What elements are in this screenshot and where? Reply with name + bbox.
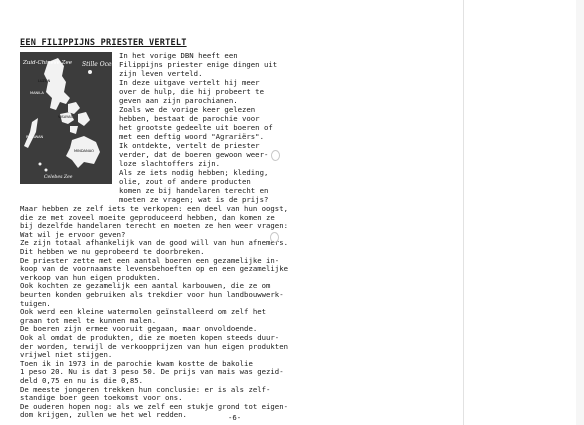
text-line: tuigen. (20, 298, 51, 308)
text-line: verkoop van hun eigen produkten. (20, 272, 161, 282)
map-label-ocean: Stille Oceaan (82, 61, 123, 68)
map-label-sea-bottom: Celebes Zee (44, 175, 73, 180)
text-line: Ook al omdat de produkten, die ze moeten kopen steeds duur- (20, 333, 280, 342)
philippines-map (20, 52, 123, 184)
text-line: Ook kochten ze gezamelijk een aantal karbouwen, die ze om (20, 281, 271, 291)
text-line: Toen ik in 1973 in de parochie kwam kostte de bakolie (20, 358, 253, 368)
text-line: Als ze iets nodig hebben; kleding, (119, 168, 269, 177)
text-line: Wat wil je ervoor geven? (20, 229, 126, 239)
text-line: het grootste gedeelte uit boeren of (119, 123, 273, 132)
text-line: deld 0,75 en nu is die 0,85. (20, 376, 144, 385)
text-line: Maar hebben ze zelf iets te verkopen: een deel van hun oogst, (20, 204, 288, 213)
text-line: Ook werd een kleine watermolen geïnstalleerd om zelf het (20, 307, 267, 317)
binder-hole-mark (271, 150, 280, 161)
text-line: Ik ontdekte, vertelt de priester (119, 141, 260, 150)
text-line: geven aan zijn parochianen. (119, 96, 238, 105)
text-line: der worden, terwijl de verkoopprijzen van hun eigen produkten (20, 341, 288, 351)
text-line: bij dezelfde handelaren terecht en moeten ze hen weer vragen: (20, 221, 288, 231)
text-line: die ze met zoveel moeite geproduceerd hebben, dan komen ze (20, 212, 275, 222)
map-label-manila: MANILA (30, 91, 44, 95)
page-number: -6- (228, 413, 242, 422)
article-title: EEN FILIPPIJNS PRIESTER VERTELT (20, 38, 187, 48)
text-line: olie, zout of andere producten (119, 177, 251, 186)
text-line: Filippijns priester enige dingen uit (119, 60, 278, 69)
map-label-visayas: VISAYAS (58, 115, 73, 119)
text-line: Ze zijn totaal afhankelijk van de good will van hun afnemers. (20, 238, 288, 248)
text-line: standige boer geen toekomst voor ons. (20, 393, 183, 403)
text-line: graan tot meel te kunnen malen. (20, 315, 157, 325)
page-fold-line (463, 0, 464, 425)
text-line: beurten konden gebruiken als trekdier voor hun landbouwwerk- (20, 290, 284, 299)
text-line: komen ze bij handelaren terecht en (119, 186, 269, 195)
text-line: In het vorige DBN heeft een (119, 51, 238, 60)
map-label-palawan: PALAWAN (26, 135, 44, 139)
text-line: over de hulp, die hij probeert te (119, 87, 264, 96)
text-line: Zoals we de vorige keer gelezen (119, 105, 256, 114)
text-line: 1 peso 20. Nu is dat 3 peso 50. De prijs van mais was gezid- (20, 367, 284, 377)
map-label-mindanao: MINDANAO (74, 149, 94, 153)
text-line: De boeren zijn ermee vooruit gegaan, maar onvoldoende. (20, 324, 258, 334)
text-line: koop van de voornaamste levensbehoeften op en een gezamelijke (20, 264, 288, 274)
text-line: moeten ze vragen; wat is de prijs? (119, 195, 269, 204)
text-line: vrijwel niet stijgen. (20, 350, 113, 360)
text-line: Dit hebben we nu geprobeerd te doorbreken. (20, 247, 205, 256)
text-line: verder, dat de boeren gewoon weer- (119, 150, 269, 159)
text-line: De priester zette met een aantal boeren een gezamelijke in- (20, 255, 280, 265)
text-line: hebben, bestaat de parochie voor (119, 114, 260, 123)
text-line: loze slachtoffers zijn. (119, 159, 221, 168)
text-line: De meeste jongeren trekken hun conclusie: er is als zelf- (20, 384, 271, 394)
binder-hole-mark (270, 232, 279, 243)
text-line: In deze uitgave vertelt hij meer (119, 78, 260, 87)
text-line: met een deftig woord "Agrariërs". (119, 132, 264, 141)
text-line: De ouderen hopen nog: als we zelf een stukje grond tot eigen- (20, 401, 288, 411)
text-line: zijn leven verteld. (119, 69, 203, 78)
map-label-luzon: LUZON (38, 79, 51, 83)
map-label-sea-left: Zuid-Chinese Zee (23, 60, 72, 66)
text-line: dom krijgen, zullen we het wel redden. (20, 410, 187, 420)
facing-page-edge (576, 0, 584, 425)
